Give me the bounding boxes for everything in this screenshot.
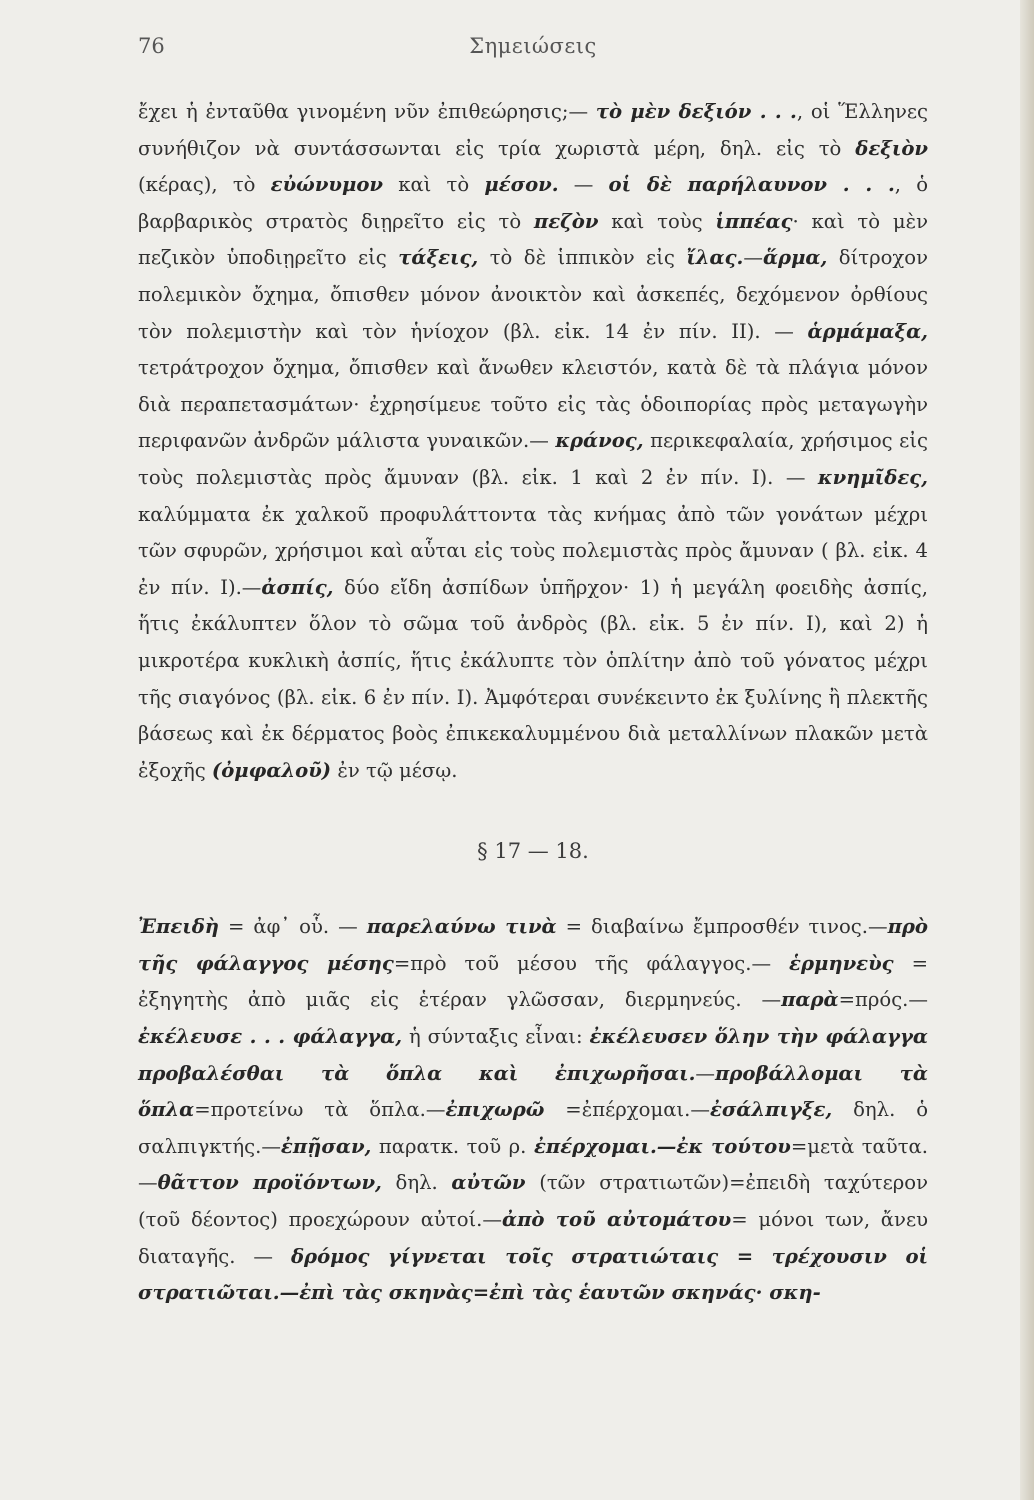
text-run: = ἐξηγητὴς ἀπὸ μιᾶς εἰς ἑτέραν γλῶσσαν, διερμηνεύς. —: [138, 951, 929, 1012]
headword: ἐπιχωρῶ: [445, 1098, 545, 1122]
text-run: περικεφαλαία, χρήσιμος εἰς τοὺς πολεμιστὰς πρὸς ἄμυναν (βλ. εἰκ. 1 καὶ 2 ἐν πίν. Ι). —: [138, 429, 928, 489]
headword: προβάλλομαι τὰ ὅπλα: [138, 1061, 928, 1122]
text-run: = διαβαίνω ἔμπροσθέν τινος.—: [556, 915, 888, 939]
running-title: Σημειώσεις: [469, 34, 597, 58]
text-run: (τῶν στρατιωτῶν)=ἐπειδὴ ταχύτερον (τοῦ δέοντος) προεχώρουν αὐτοί.—: [138, 1171, 929, 1232]
text-run: —: [743, 246, 763, 270]
text-run: , οἱ Ἕλληνες συνήθιζον νὰ συντάσσωνται εἰς τρία χωριστὰ μέρη, δηλ. εἰς τὸ: [138, 100, 928, 160]
text-run: παρατκ. τοῦ ρ.: [371, 1134, 534, 1158]
text-run: =ἐπέρχομαι.—: [544, 1098, 710, 1122]
headword: ἐσάλπιγξε,: [709, 1098, 833, 1122]
headword: ἀσπίς,: [261, 575, 334, 599]
text-run: (κέρας), τὸ: [138, 173, 271, 197]
headword: θᾶττον προϊόντων,: [157, 1171, 382, 1195]
headword: πεζὸν: [533, 209, 599, 233]
text-run: —: [695, 1061, 715, 1085]
page-edge: [1020, 0, 1034, 1500]
text-run: δηλ.: [381, 1171, 452, 1195]
text-run: =μετὰ ταῦτα.—: [138, 1134, 928, 1195]
text-run: = μόνοι των, ἄνευ διαταγῆς. —: [138, 1208, 929, 1268]
text-run: —: [558, 173, 609, 197]
headword: ἱππέας: [715, 209, 793, 233]
headword: ἐκέλευσεν ὅλην τὴν φάλαγγα προβαλέσθαι τὰ ὅπλα καὶ ἐπιχωρῆσαι.: [138, 1025, 928, 1085]
text-run: · καὶ τὸ μὲν πεζικὸν ὑποδιῃρεῖτο εἰς: [138, 209, 928, 270]
headword: αὐτῶν: [451, 1171, 526, 1195]
text-run: καὶ τὸ: [383, 173, 485, 197]
headword: ἀπὸ τοῦ αὐτομάτου: [502, 1208, 732, 1232]
text-run: τὸ δὲ ἱππικὸν εἰς: [478, 246, 687, 270]
headword: μέσον.: [484, 173, 559, 197]
text-run: καὶ τοὺς: [598, 209, 716, 233]
text-run: =πρὸ τοῦ μέσου τῆς φάλαγγος.—: [393, 951, 790, 975]
section-heading: § 17 — 18.: [477, 839, 589, 864]
glossary-paragraph: [138, 909, 928, 1312]
text-run: = ἀφ᾽ οὗ. —: [219, 915, 367, 939]
text-run: ἡ σύνταξις εἶναι:: [402, 1025, 590, 1049]
text-run: δίτροχον πολεμικὸν ὄχημα, ὄπισθεν μόνον ἀνοικτὸν καὶ ἀσκεπές, δεχόμενον ὀρθίους τὸν πολεμιστὴν καὶ τὸν ἡνίοχον (βλ. εἰκ. 14 ἐν πίν. ΙΙ). —: [138, 246, 928, 343]
headword: οἱ δὲ παρήλαυνον . . .: [608, 173, 895, 197]
text-run: =προτείνω τὰ ὅπλα.—: [194, 1098, 446, 1122]
headword: πρὸ τῆς φάλαγγος μέσης: [138, 915, 929, 975]
headword: τάξεις,: [398, 246, 479, 270]
text-run: δύο εἴδη ἀσπίδων ὑπῆρχον· 1) ἡ μεγάλη φοειδὴς ἀσπίς, ἥτις ἐκάλυπτεν ὅλον τὸ σῶμα τοῦ ἀνδρὸς (βλ. εἰκ. 5 ἐν πίν. Ι), καὶ 2) ἡ μικροτέρα κυκλικὴ ἀσπίς, ἥτις ἐκάλυπτε τὸν ὁπλίτην ἀπὸ τοῦ γόνατος μέχρι τῆς σιαγόνος (βλ. εἰκ. 6 ἐν πίν. Ι). Ἀμφότεραι συνέκειντο ἐκ ξυλίνης ἢ πλεκτῆς βάσεως καὶ ἐκ δέρματος βοὸς ἐπικεκαλυμμένου διὰ μεταλλίνων πλακῶν μετὰ ἐξοχῆς: [138, 575, 928, 782]
text-run: δηλ. ὁ σαλπιγκτής.—: [138, 1098, 928, 1158]
headword: ἐπῇσαν,: [280, 1134, 372, 1158]
headword: δρόμος γίγνεται τοῖς στρατιώταις = τρέχουσιν οἱ στρατιῶται.—ἐπὶ τὰς σκηνὰς=ἐπὶ τὰς ἑαυτῶν σκηνάς· σκη-: [138, 1244, 929, 1305]
headword: παρελαύνω τινὰ: [366, 915, 557, 939]
headword: ἐπέρχομαι.—ἐκ τούτου: [533, 1134, 791, 1158]
headword: παρὰ: [781, 988, 839, 1012]
headword: ἅρμα,: [762, 246, 828, 270]
headword: ἴλας.: [686, 246, 744, 270]
headword: κνημῖδες,: [817, 465, 928, 489]
headword: ἑρμηνεὺς: [789, 951, 894, 975]
text-run: =πρός.—: [838, 988, 928, 1012]
body-text: [138, 94, 928, 1312]
text-run: ἐν τῷ μέσῳ.: [331, 758, 458, 782]
headword: ἐκέλευσε . . . φάλαγγα,: [138, 1025, 403, 1049]
notes-paragraph: [138, 94, 928, 789]
headword: κράνος,: [555, 429, 644, 453]
text-run: καλύμματα ἐκ χαλκοῦ προφυλάττοντα τὰς κνήμας ἀπὸ τῶν γονάτων μέχρι τῶν σφυρῶν, χρήσιμοι καὶ αὗται εἰς τοὺς πολεμιστὰς πρὸς ἄμυναν ( βλ. εἰκ. 4 ἐν πίν. Ι).—: [138, 502, 928, 599]
headword: τὸ μὲν δεξιόν . . .: [595, 100, 797, 123]
headword: εὐώνυμον: [270, 173, 384, 197]
page-header: [138, 34, 928, 68]
headword: Ἐπειδὴ: [138, 915, 220, 939]
text-run: ἔχει ἡ ἐνταῦθα γινομένη νῦν ἐπιθεώρησις;—: [138, 100, 596, 123]
headword: ἁρμάμαξα,: [807, 319, 928, 343]
page-number: 76: [138, 34, 165, 58]
text-run: , ὁ βαρβαρικὸς στρατὸς διῃρεῖτο εἰς τὸ: [138, 173, 929, 233]
headword: (ὀμφαλοῦ): [211, 758, 332, 782]
text-run: τετράτροχον ὄχημα, ὄπισθεν καὶ ἄνωθεν κλειστόν, κατὰ δὲ τὰ πλάγια μόνον διὰ περαπετασμάτων· ἐχρησίμευε τοῦτο εἰς τὰς ὁδοιπορίας πρὸς μεταγωγὴν περιφανῶν ἀνδρῶν μάλιστα γυναικῶν.—: [138, 356, 928, 453]
headword: δεξιὸν: [855, 136, 928, 160]
